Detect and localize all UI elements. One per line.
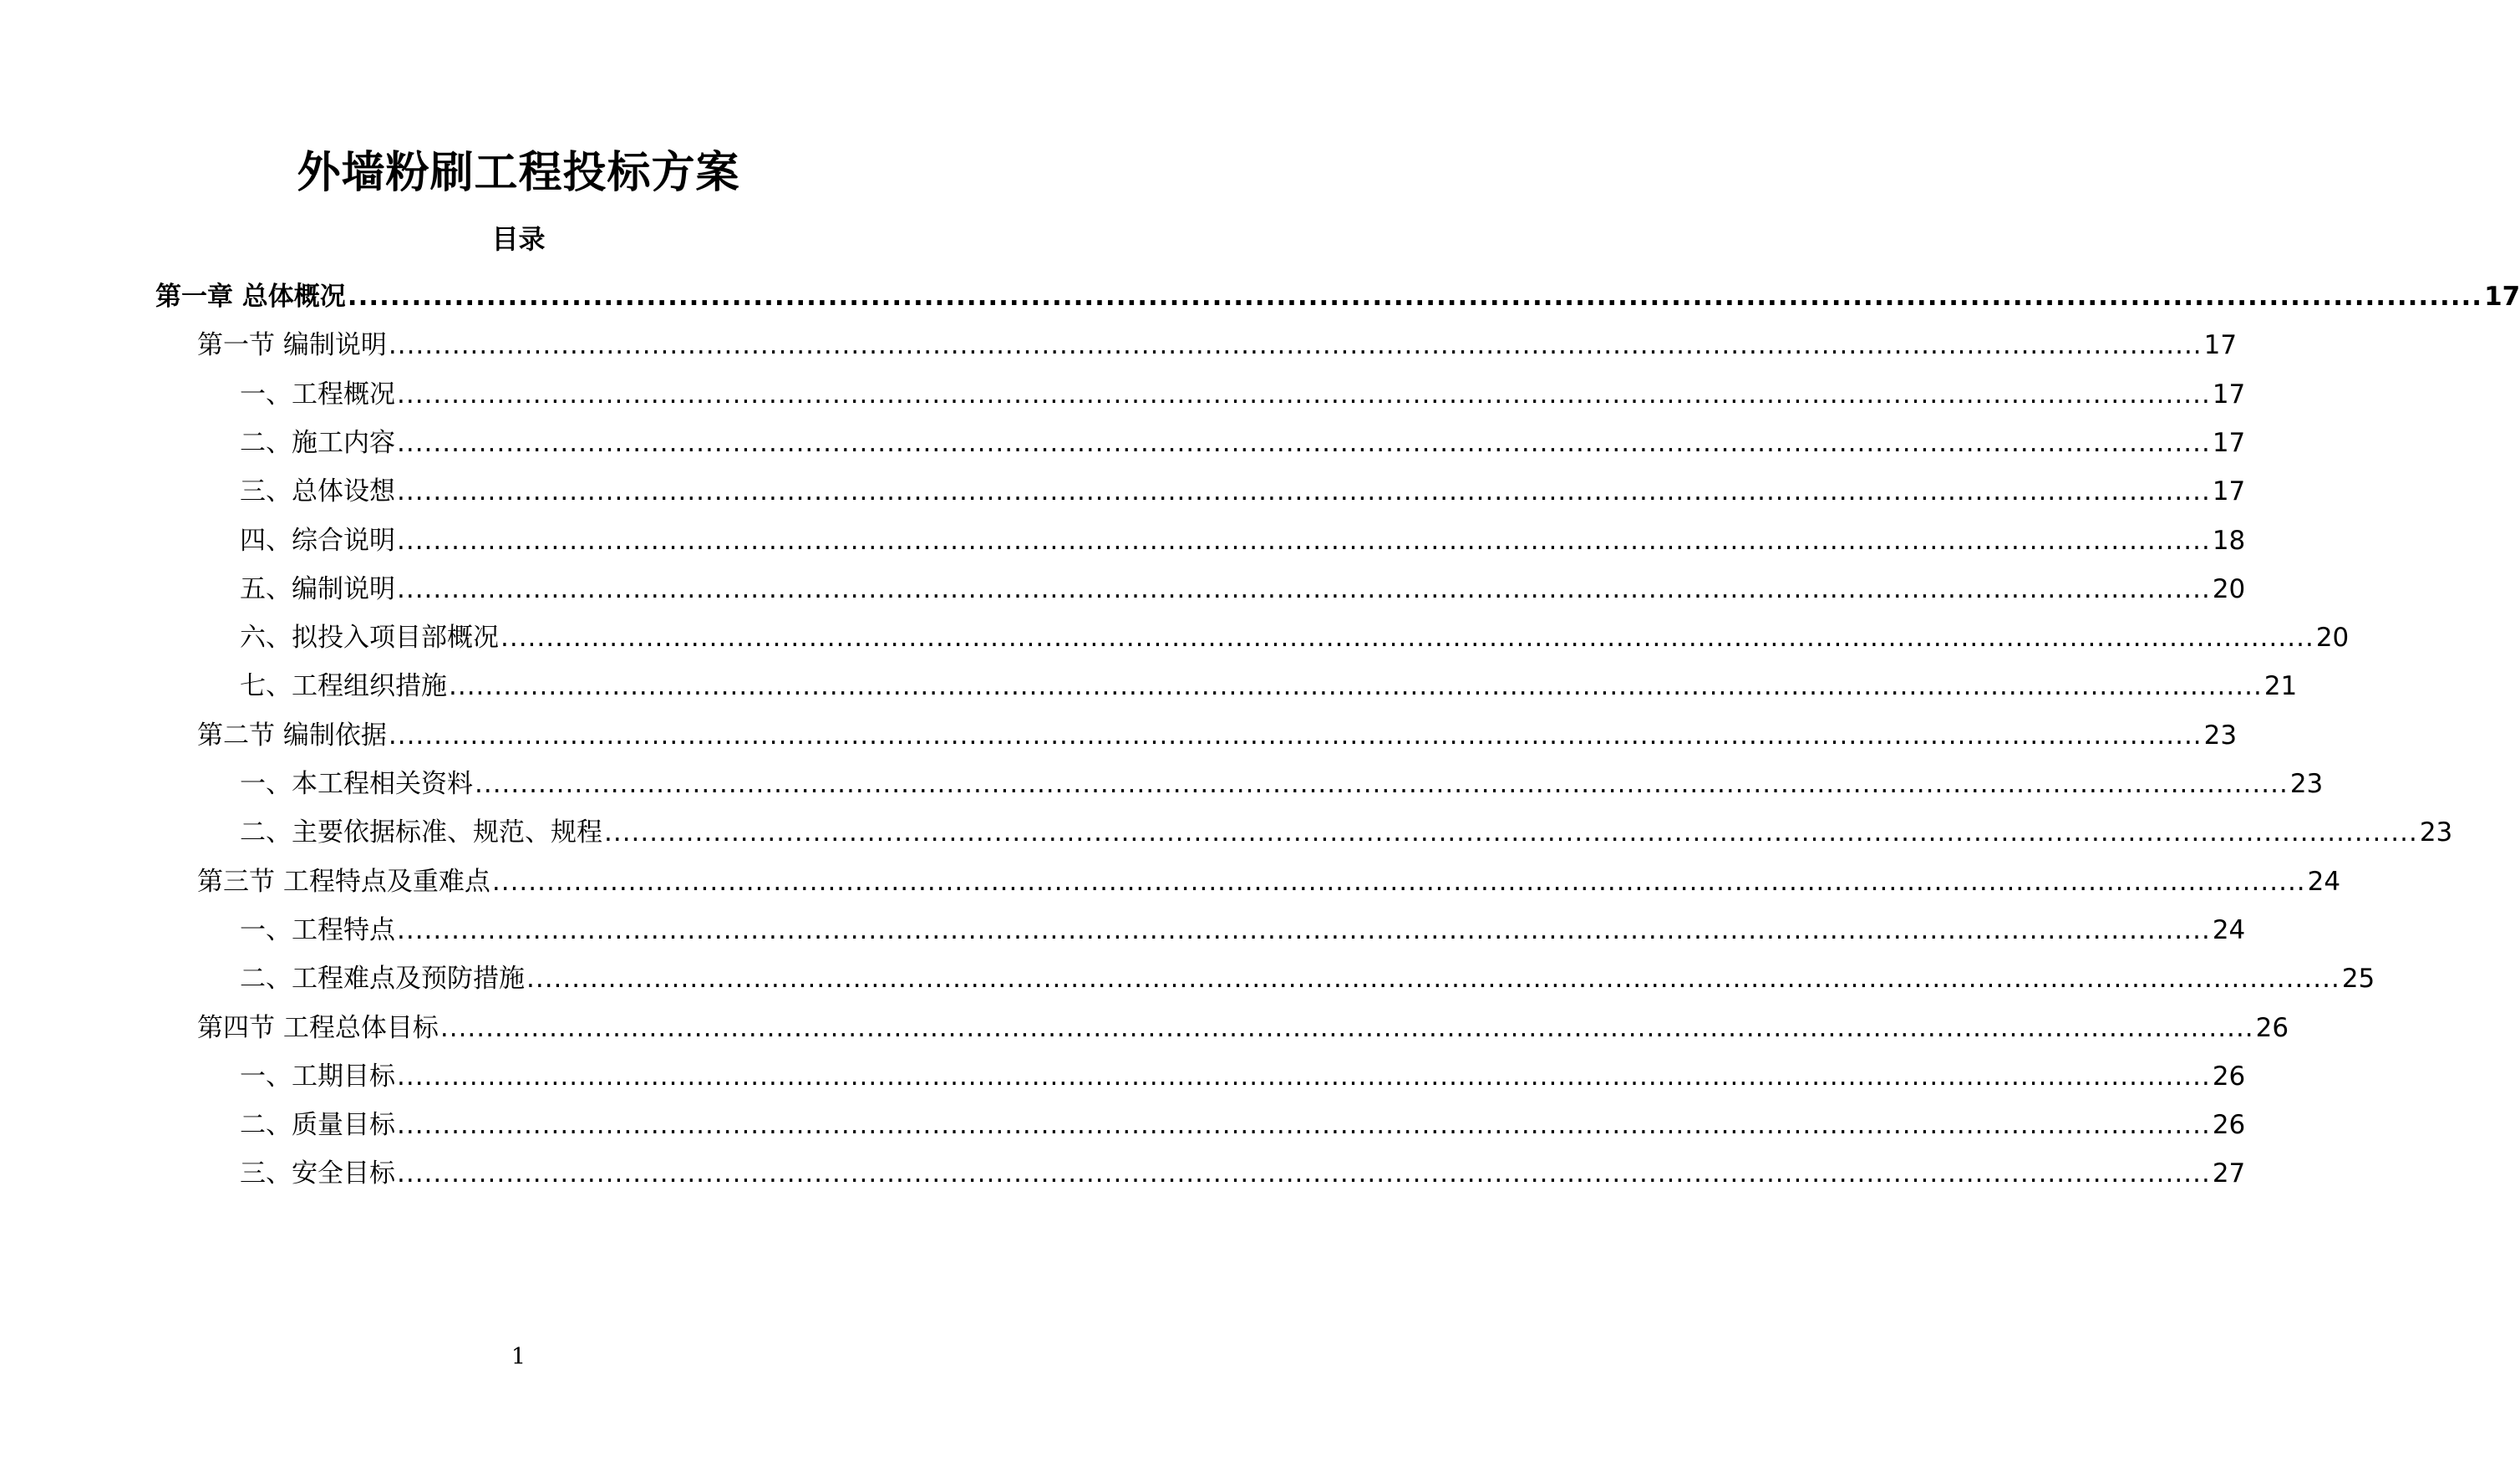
- toc-entry-label: 第四节 工程总体目标: [197, 1012, 439, 1043]
- toc-entry-label: 二、主要依据标准、规范、规程: [240, 817, 602, 848]
- toc-dot-leader: ........................................................................................................................................................................................................: [388, 330, 2202, 361]
- toc-entry[interactable]: [197, 1003, 2289, 1045]
- toc-entry[interactable]: [240, 661, 2298, 703]
- toc-entry[interactable]: [240, 466, 2246, 508]
- toc-entry-label: 第一节 编制说明: [197, 330, 387, 361]
- toc-entry[interactable]: [240, 1100, 2246, 1142]
- toc-entry-label: 一、本工程相关资料: [240, 769, 473, 799]
- toc-entry-page: 25: [2341, 964, 2375, 995]
- toc-entry-page: 23: [2203, 720, 2238, 751]
- toc-entry[interactable]: [240, 1051, 2246, 1093]
- page-number: 1: [511, 1344, 526, 1370]
- toc-entry-page: 23: [2289, 769, 2324, 799]
- toc-entry[interactable]: [240, 613, 2350, 654]
- toc-entry-page: 17: [2212, 379, 2246, 410]
- toc-entry-page: 17: [2212, 476, 2246, 507]
- toc-entry-label: 二、工程难点及预防措施: [240, 964, 525, 995]
- toc-dot-leader: ........................................................................................................................................................................................................: [439, 1012, 2254, 1043]
- toc-entry[interactable]: [240, 954, 2375, 995]
- toc-entry-label: 第二节 编制依据: [197, 720, 387, 751]
- toc-entry[interactable]: [197, 320, 2238, 362]
- toc-entry-label: 五、编制说明: [240, 573, 395, 604]
- toc-dot-leader: ........................................................................................................................................................................................................: [449, 671, 2263, 702]
- toc-entry-label: 第三节 工程特点及重难点: [197, 866, 490, 897]
- toc-dot-leader: ........................................................................................................................................................................................................: [397, 1061, 2211, 1092]
- toc-entry[interactable]: [197, 857, 2341, 898]
- toc-entry[interactable]: [240, 516, 2246, 557]
- toc-entry-page: 24: [2307, 866, 2341, 897]
- toc-dot-leader: ........................................................................................................................................................................................................: [397, 379, 2211, 410]
- toc-entry-label: 第一章 总体概况: [155, 282, 346, 312]
- toc-entry-label: 三、安全目标: [240, 1158, 395, 1189]
- toc-entry-label: 七、工程组织措施: [240, 671, 447, 702]
- toc-entry[interactable]: [240, 418, 2246, 460]
- toc-entry[interactable]: [240, 905, 2246, 947]
- toc-entry-page: 23: [2419, 817, 2453, 848]
- toc-entry[interactable]: [240, 807, 2453, 849]
- toc-dot-leader: ........................................................................................................................................................................................................: [526, 964, 2340, 995]
- toc-entry[interactable]: [240, 369, 2246, 411]
- toc-dot-leader: ........................................................................................................................................................................................................: [397, 427, 2211, 458]
- toc-entry-page: 17: [2484, 282, 2520, 312]
- toc-entry-page: 26: [2212, 1110, 2246, 1141]
- toc-dot-leader: ........................................................................................................................................................................................................: [491, 866, 2306, 897]
- toc-entry[interactable]: [240, 759, 2324, 801]
- toc-entry-label: 一、工期目标: [240, 1061, 395, 1092]
- toc-dot-leader: ........................................................................................................................................................................................................: [388, 720, 2202, 751]
- toc-entry-page: 17: [2212, 427, 2246, 458]
- toc-entry-label: 一、工程特点: [240, 914, 395, 945]
- toc-entry-page: 20: [2315, 623, 2350, 654]
- toc-dot-leader: ........................................................................................................................................................................................................: [397, 1110, 2211, 1141]
- toc-heading: 目录: [491, 223, 546, 255]
- toc-entry-label: 一、工程概况: [240, 379, 395, 410]
- toc-entry[interactable]: [240, 564, 2246, 606]
- toc-entry-page: 17: [2203, 330, 2238, 361]
- toc-entry-page: 20: [2212, 573, 2246, 604]
- toc-entry-page: 26: [2212, 1061, 2246, 1092]
- toc-dot-leader: ........................................................................................................................................................................................................: [604, 817, 2418, 848]
- toc-entry-page: 27: [2212, 1158, 2246, 1189]
- toc-dot-leader: ........................................................................................................................................................................................................: [397, 525, 2211, 556]
- toc-entry-page: 26: [2255, 1012, 2289, 1043]
- toc-entry-label: 二、施工内容: [240, 427, 395, 458]
- toc-dot-leader: ........................................................................................................................................................................................................: [500, 623, 2314, 654]
- toc-dot-leader: ........................................................................................................................................................................................................: [397, 914, 2211, 945]
- toc-dot-leader: ........................................................................................................................................................................................................: [475, 769, 2289, 799]
- toc-entry-label: 六、拟投入项目部概况: [240, 623, 499, 654]
- toc-dot-leader: ........................................................................................................................................................................................................: [347, 282, 2483, 312]
- toc-entry-page: 18: [2212, 525, 2246, 556]
- toc-dot-leader: ........................................................................................................................................................................................................: [397, 573, 2211, 604]
- toc-entry-label: 四、综合说明: [240, 525, 395, 556]
- toc-dot-leader: ........................................................................................................................................................................................................: [397, 1158, 2211, 1189]
- toc-entry-label: 二、质量目标: [240, 1110, 395, 1141]
- toc-entry[interactable]: [155, 272, 2520, 313]
- toc-entry[interactable]: [240, 1148, 2246, 1190]
- toc-entry-page: 21: [2263, 671, 2298, 702]
- toc-entry[interactable]: [197, 710, 2238, 752]
- document-title: 外墙粉刷工程投标方案: [297, 148, 740, 198]
- toc-entry-label: 三、总体设想: [240, 476, 395, 507]
- toc-entry-page: 24: [2212, 914, 2246, 945]
- toc-dot-leader: ........................................................................................................................................................................................................: [397, 476, 2211, 507]
